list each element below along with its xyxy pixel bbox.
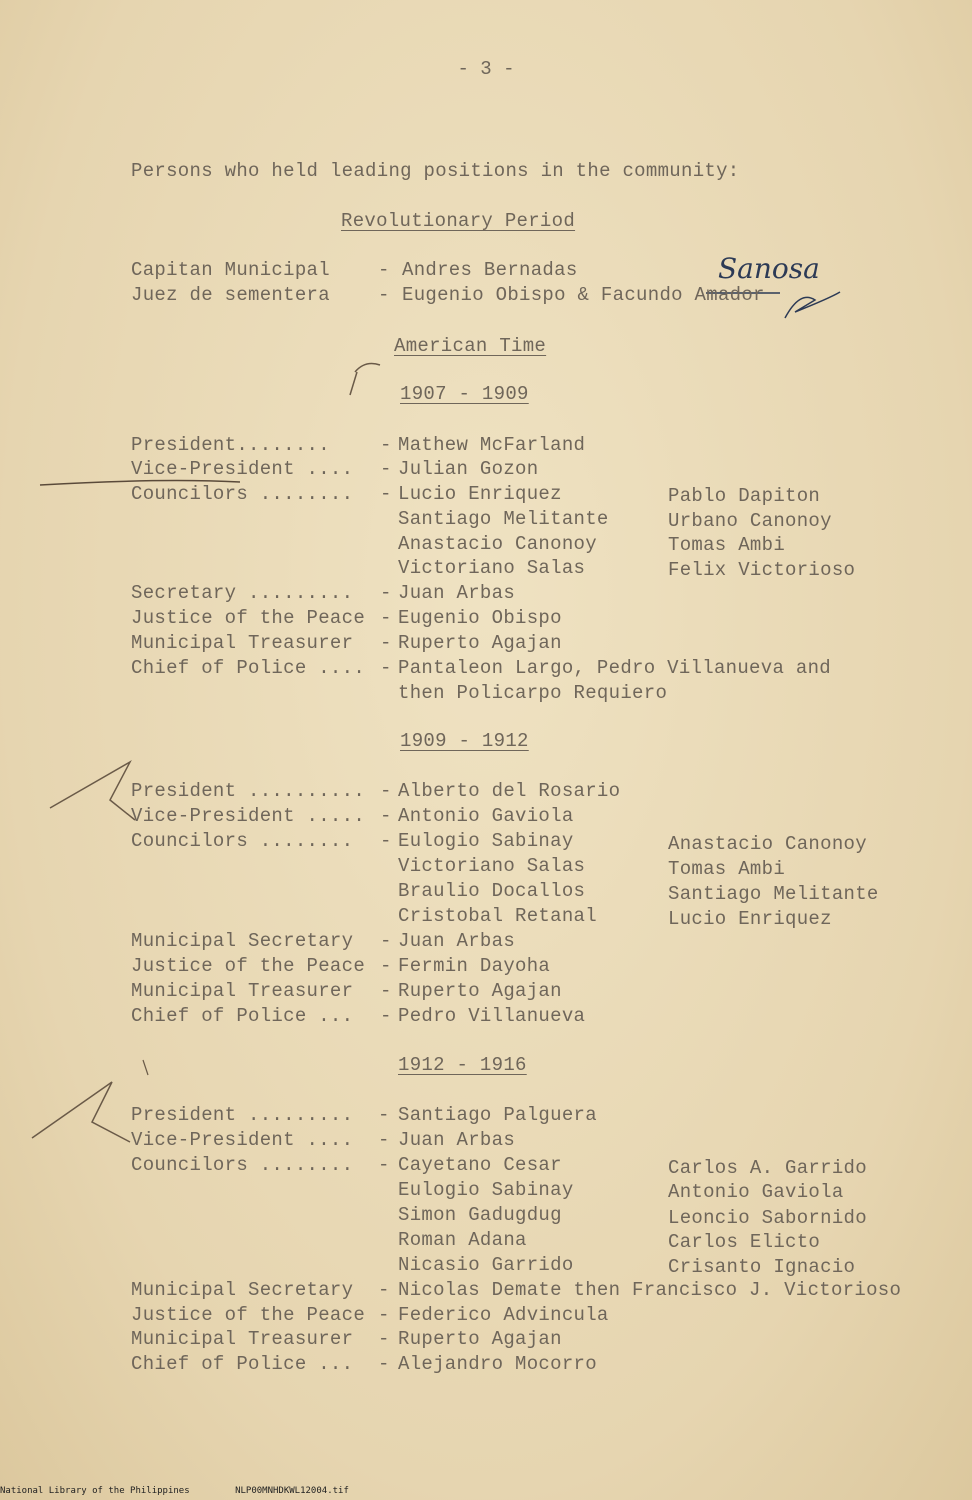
p1912-councilor: Crisanto Ignacio bbox=[668, 1256, 856, 1278]
capitan-municipal-value: Andres Bernadas bbox=[402, 259, 578, 281]
p1907-police-value: Pantaleon Largo, Pedro Villanueva and bbox=[398, 657, 831, 679]
p1912-police-value: Alejandro Mocorro bbox=[398, 1353, 597, 1375]
juez-value: Eugenio Obispo & Facundo Amador bbox=[402, 284, 765, 306]
p1907-councilor: Santiago Melitante bbox=[398, 508, 609, 530]
p1912-councilor: Cayetano Cesar bbox=[398, 1154, 562, 1176]
p1907-councilor: Pablo Dapiton bbox=[668, 485, 821, 507]
p1909-treasurer-value: Ruperto Agajan bbox=[398, 980, 562, 1002]
p1907-justice-label: Justice of the Peace bbox=[131, 607, 366, 629]
p1907-vice-sep: - bbox=[380, 458, 392, 480]
p1907-secretary-label: Secretary ......... bbox=[131, 582, 354, 604]
american-time-title: American Time bbox=[394, 335, 547, 357]
file-name: NLP00MNHDKWL12004.tif bbox=[235, 1486, 349, 1496]
period-1909-title: 1909 - 1912 bbox=[400, 730, 529, 752]
p1912-justice-value: Federico Advincula bbox=[398, 1304, 609, 1326]
p1912-treasurer-value: Ruperto Agajan bbox=[398, 1328, 562, 1350]
p1909-president-sep: - bbox=[380, 780, 392, 802]
p1907-secretary-value: Juan Arbas bbox=[398, 582, 516, 604]
period-1907-title: 1907 - 1909 bbox=[400, 383, 529, 405]
p1909-president-value: Alberto del Rosario bbox=[398, 780, 621, 802]
p1909-vice-value: Antonio Gaviola bbox=[398, 805, 574, 827]
p1907-president-value: Mathew McFarland bbox=[398, 434, 586, 456]
p1912-vice-label: Vice-President .... bbox=[131, 1129, 354, 1151]
p1909-secretary-sep: - bbox=[380, 930, 392, 952]
p1909-treasurer-sep: - bbox=[380, 980, 392, 1002]
p1912-president-value: Santiago Palguera bbox=[398, 1104, 597, 1126]
p1907-councilor: Victoriano Salas bbox=[398, 557, 586, 579]
p1909-councilor: Cristobal Retanal bbox=[398, 905, 597, 927]
p1907-police-sep: - bbox=[380, 657, 392, 679]
p1912-councilor: Nicasio Garrido bbox=[398, 1254, 574, 1276]
p1909-treasurer-label: Municipal Treasurer bbox=[131, 980, 354, 1002]
p1907-vice-value: Julian Gozon bbox=[398, 458, 539, 480]
p1909-secretary-value: Juan Arbas bbox=[398, 930, 516, 952]
p1912-councilor: Eulogio Sabinay bbox=[398, 1179, 574, 1201]
page-heading: Persons who held leading positions in the community: bbox=[131, 160, 740, 182]
p1907-treasurer-label: Municipal Treasurer bbox=[131, 632, 354, 654]
p1912-treasurer-label: Municipal Treasurer bbox=[131, 1328, 354, 1350]
p1912-secretary-value: Nicolas Demate then Francisco J. Victorioso bbox=[398, 1279, 902, 1301]
p1909-justice-sep: - bbox=[380, 955, 392, 977]
p1909-vice-label: Vice-President ..... bbox=[131, 805, 366, 827]
p1909-councilor: Anastacio Canonoy bbox=[668, 833, 867, 855]
p1907-councilors-sep: - bbox=[380, 483, 392, 505]
juez-sep: - bbox=[378, 284, 390, 306]
capitan-municipal-label: Capitan Municipal bbox=[131, 259, 330, 281]
p1912-councilors-label: Councilors ........ bbox=[131, 1154, 354, 1176]
p1909-justice-label: Justice of the Peace bbox=[131, 955, 366, 977]
p1907-councilor: Felix Victorioso bbox=[668, 559, 856, 581]
p1909-police-value: Pedro Villanueva bbox=[398, 1005, 586, 1027]
p1912-vice-sep: - bbox=[378, 1129, 390, 1151]
period-1912-title: 1912 - 1916 bbox=[398, 1054, 527, 1076]
handwritten-correction: Sanosa bbox=[718, 252, 820, 285]
p1907-councilor: Lucio Enriquez bbox=[398, 483, 562, 505]
p1909-police-sep: - bbox=[380, 1005, 392, 1027]
capitan-municipal-sep: - bbox=[378, 259, 390, 281]
p1912-justice-label: Justice of the Peace bbox=[131, 1304, 366, 1326]
p1907-police-value-cont: then Policarpo Requiero bbox=[398, 682, 668, 704]
p1912-councilors-sep: - bbox=[378, 1154, 390, 1176]
p1912-treasurer-sep: - bbox=[378, 1328, 390, 1350]
p1909-councilor: Eulogio Sabinay bbox=[398, 830, 574, 852]
p1909-secretary-label: Municipal Secretary bbox=[131, 930, 354, 952]
p1907-president-sep: - bbox=[380, 434, 392, 456]
p1912-police-label: Chief of Police ... bbox=[131, 1353, 354, 1375]
p1909-president-label: President .......... bbox=[131, 780, 366, 802]
p1912-president-sep: - bbox=[378, 1104, 390, 1126]
p1912-councilor: Carlos A. Garrido bbox=[668, 1157, 867, 1179]
p1909-councilor: Lucio Enriquez bbox=[668, 908, 832, 930]
p1907-justice-sep: - bbox=[380, 607, 392, 629]
p1907-justice-value: Eugenio Obispo bbox=[398, 607, 562, 629]
p1907-treasurer-sep: - bbox=[380, 632, 392, 654]
p1909-justice-value: Fermin Dayoha bbox=[398, 955, 551, 977]
p1912-secretary-sep: - bbox=[378, 1279, 390, 1301]
p1912-councilor: Leoncio Sabornido bbox=[668, 1207, 867, 1229]
p1912-police-sep: - bbox=[378, 1353, 390, 1375]
p1909-councilors-sep: - bbox=[380, 830, 392, 852]
p1907-president-label: President........ bbox=[131, 434, 330, 456]
p1912-president-label: President ......... bbox=[131, 1104, 354, 1126]
p1907-secretary-sep: - bbox=[380, 582, 392, 604]
p1912-councilor: Carlos Elicto bbox=[668, 1231, 821, 1253]
p1907-councilor: Tomas Ambi bbox=[668, 534, 786, 556]
p1909-councilor: Tomas Ambi bbox=[668, 858, 786, 880]
p1907-councilors-label: Councilors ........ bbox=[131, 483, 354, 505]
p1912-councilor: Antonio Gaviola bbox=[668, 1181, 844, 1203]
scan-footer bbox=[0, 1486, 389, 1496]
revolutionary-period-title: Revolutionary Period bbox=[341, 210, 576, 232]
p1907-councilor: Anastacio Canonoy bbox=[398, 533, 597, 555]
page-number: - 3 - bbox=[457, 58, 515, 80]
p1912-councilor: Roman Adana bbox=[398, 1229, 527, 1251]
juez-label: Juez de sementera bbox=[131, 284, 330, 306]
p1907-police-label: Chief of Police .... bbox=[131, 657, 366, 679]
p1909-councilor: Victoriano Salas bbox=[398, 855, 586, 877]
p1909-councilor: Santiago Melitante bbox=[668, 883, 879, 905]
library-credit: National Library of the Philippines bbox=[0, 1486, 190, 1496]
p1907-treasurer-value: Ruperto Agajan bbox=[398, 632, 562, 654]
p1907-vice-label: Vice-President .... bbox=[131, 458, 354, 480]
p1909-councilors-label: Councilors ........ bbox=[131, 830, 354, 852]
p1912-vice-value: Juan Arbas bbox=[398, 1129, 516, 1151]
p1912-secretary-label: Municipal Secretary bbox=[131, 1279, 354, 1301]
p1912-councilor: Simon Gadugdug bbox=[398, 1204, 562, 1226]
p1909-councilor: Braulio Docallos bbox=[398, 880, 586, 902]
p1909-police-label: Chief of Police ... bbox=[131, 1005, 354, 1027]
p1907-councilor: Urbano Canonoy bbox=[668, 510, 832, 532]
p1912-justice-sep: - bbox=[378, 1304, 390, 1326]
p1909-vice-sep: - bbox=[380, 805, 392, 827]
